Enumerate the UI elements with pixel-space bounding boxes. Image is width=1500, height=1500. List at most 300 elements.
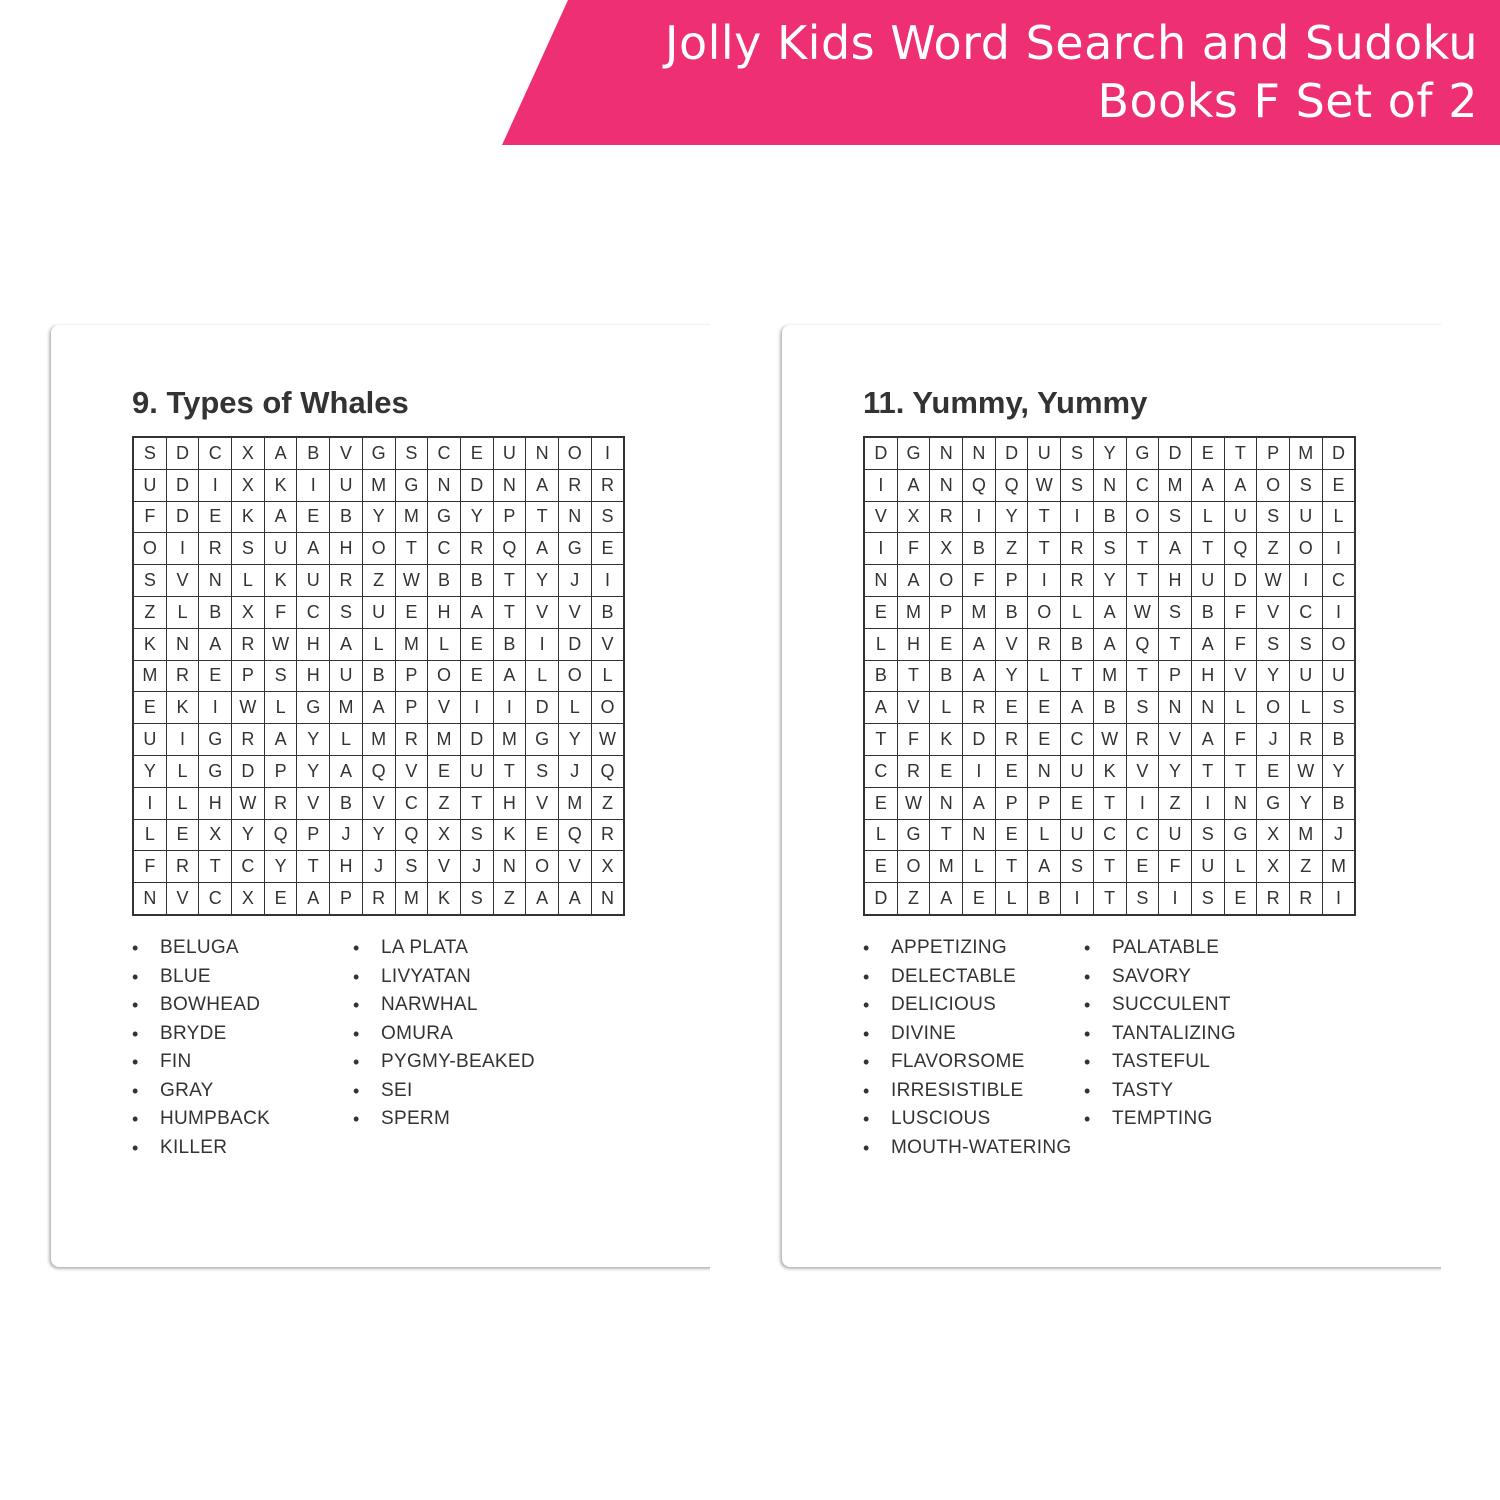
grid-cell: U: [1061, 819, 1094, 851]
grid-cell: E: [591, 533, 624, 565]
grid-cell: S: [1257, 501, 1290, 533]
grid-cell: R: [1061, 565, 1094, 597]
grid-cell: L: [1322, 501, 1355, 533]
grid-cell: A: [264, 501, 297, 533]
grid-row: [864, 469, 1355, 501]
word-list-column-1: [863, 937, 1071, 1165]
grid-cell: D: [526, 692, 559, 724]
grid-cell: I: [493, 692, 526, 724]
grid-cell: E: [1126, 851, 1159, 883]
grid-cell: B: [1322, 787, 1355, 819]
grid-cell: I: [199, 692, 232, 724]
grid-cell: X: [591, 851, 624, 883]
grid-cell: C: [199, 437, 232, 469]
grid-cell: S: [1159, 501, 1192, 533]
word-list-item: • LIVYATAN: [353, 966, 535, 995]
grid-cell: O: [897, 851, 930, 883]
grid-cell: R: [232, 628, 265, 660]
grid-cell: F: [897, 724, 930, 756]
grid-cell: N: [493, 469, 526, 501]
grid-cell: E: [995, 819, 1028, 851]
grid-cell: Z: [493, 883, 526, 915]
grid-cell: R: [558, 469, 591, 501]
grid-row: [133, 819, 624, 851]
grid-cell: G: [558, 533, 591, 565]
grid-cell: R: [930, 501, 963, 533]
grid-cell: W: [897, 787, 930, 819]
grid-cell: I: [1322, 533, 1355, 565]
grid-cell: N: [133, 883, 166, 915]
word-search-grid: [132, 436, 625, 916]
grid-cell: Y: [133, 755, 166, 787]
grid-cell: A: [558, 883, 591, 915]
grid-cell: N: [591, 883, 624, 915]
grid-cell: Y: [232, 819, 265, 851]
grid-cell: K: [493, 819, 526, 851]
grid-cell: D: [963, 724, 996, 756]
grid-cell: X: [1257, 851, 1290, 883]
grid-cell: Y: [1257, 660, 1290, 692]
grid-cell: D: [1322, 437, 1355, 469]
grid-cell: Z: [591, 787, 624, 819]
grid-cell: Y: [558, 724, 591, 756]
grid-cell: H: [297, 660, 330, 692]
grid-cell: P: [493, 501, 526, 533]
grid-cell: T: [1126, 660, 1159, 692]
grid-cell: F: [897, 533, 930, 565]
puzzle-title: 11. Yummy, Yummy: [863, 385, 1148, 420]
grid-cell: S: [330, 596, 363, 628]
grid-cell: U: [1289, 660, 1322, 692]
grid-cell: V: [526, 596, 559, 628]
grid-cell: R: [460, 533, 493, 565]
grid-cell: X: [1257, 819, 1290, 851]
grid-cell: B: [428, 565, 461, 597]
grid-cell: A: [526, 883, 559, 915]
grid-cell: K: [264, 469, 297, 501]
grid-cell: B: [1028, 883, 1061, 915]
grid-cell: U: [493, 437, 526, 469]
grid-cell: U: [1289, 501, 1322, 533]
grid-cell: B: [995, 596, 1028, 628]
grid-cell: L: [1191, 501, 1224, 533]
grid-cell: O: [1257, 469, 1290, 501]
grid-cell: E: [995, 692, 1028, 724]
grid-cell: W: [232, 787, 265, 819]
grid-cell: V: [558, 851, 591, 883]
grid-cell: Z: [897, 883, 930, 915]
grid-cell: M: [897, 596, 930, 628]
grid-cell: V: [1257, 596, 1290, 628]
word-list-item: • APPETIZING: [863, 937, 1071, 966]
grid-cell: E: [1224, 883, 1257, 915]
grid-cell: D: [166, 469, 199, 501]
grid-cell: I: [591, 565, 624, 597]
grid-cell: J: [330, 819, 363, 851]
grid-cell: O: [1126, 501, 1159, 533]
grid-cell: L: [1028, 660, 1061, 692]
grid-cell: A: [930, 883, 963, 915]
grid-cell: B: [1093, 692, 1126, 724]
grid-cell: V: [166, 565, 199, 597]
grid-cell: R: [166, 851, 199, 883]
grid-cell: T: [1028, 501, 1061, 533]
word-list-item: • LA PLATA: [353, 937, 535, 966]
word-list-item: • KILLER: [132, 1137, 270, 1166]
grid-cell: V: [1159, 724, 1192, 756]
grid-cell: L: [166, 596, 199, 628]
grid-cell: W: [395, 565, 428, 597]
grid-cell: E: [1191, 437, 1224, 469]
word-list-item: • LUSCIOUS: [863, 1108, 1071, 1137]
grid-cell: D: [558, 628, 591, 660]
grid-row: [133, 565, 624, 597]
grid-cell: C: [232, 851, 265, 883]
grid-cell: Y: [460, 501, 493, 533]
grid-cell: V: [558, 596, 591, 628]
grid-cell: Q: [362, 755, 395, 787]
grid-cell: Y: [995, 501, 1028, 533]
grid-cell: C: [1289, 596, 1322, 628]
grid-cell: G: [897, 437, 930, 469]
grid-cell: A: [526, 469, 559, 501]
grid-cell: F: [133, 501, 166, 533]
grid-cell: Z: [1257, 533, 1290, 565]
grid-cell: L: [362, 628, 395, 660]
grid-cell: M: [1093, 660, 1126, 692]
grid-cell: U: [264, 533, 297, 565]
grid-cell: P: [995, 787, 1028, 819]
grid-cell: G: [395, 469, 428, 501]
grid-cell: R: [1289, 724, 1322, 756]
grid-cell: I: [1126, 787, 1159, 819]
grid-cell: L: [133, 819, 166, 851]
grid-row: [133, 469, 624, 501]
grid-cell: S: [1126, 692, 1159, 724]
grid-cell: R: [1257, 883, 1290, 915]
grid-cell: H: [199, 787, 232, 819]
grid-cell: R: [232, 724, 265, 756]
grid-cell: D: [1224, 565, 1257, 597]
grid-cell: C: [864, 755, 897, 787]
grid-cell: Z: [428, 787, 461, 819]
grid-cell: E: [199, 660, 232, 692]
word-list-column-2: [353, 937, 535, 1137]
grid-row: [864, 437, 1355, 469]
grid-cell: P: [395, 692, 428, 724]
grid-cell: H: [1191, 660, 1224, 692]
grid-cell: N: [1224, 787, 1257, 819]
grid-cell: I: [864, 533, 897, 565]
grid-cell: E: [460, 660, 493, 692]
grid-row: [864, 628, 1355, 660]
grid-cell: I: [963, 755, 996, 787]
grid-cell: S: [460, 883, 493, 915]
grid-cell: L: [1224, 851, 1257, 883]
grid-cell: B: [330, 501, 363, 533]
word-list-column-2: [1084, 937, 1236, 1137]
grid-cell: S: [460, 819, 493, 851]
grid-cell: Z: [133, 596, 166, 628]
word-list-item: • IRRESISTIBLE: [863, 1080, 1071, 1109]
grid-cell: V: [591, 628, 624, 660]
grid-cell: O: [930, 565, 963, 597]
grid-cell: D: [166, 437, 199, 469]
grid-cell: T: [493, 596, 526, 628]
grid-cell: R: [995, 724, 1028, 756]
grid-cell: P: [1257, 437, 1290, 469]
grid-cell: R: [1289, 883, 1322, 915]
grid-cell: Q: [995, 469, 1028, 501]
grid-cell: N: [963, 819, 996, 851]
grid-cell: T: [297, 851, 330, 883]
grid-cell: D: [232, 755, 265, 787]
grid-cell: W: [232, 692, 265, 724]
grid-cell: T: [1028, 533, 1061, 565]
grid-cell: Q: [1224, 533, 1257, 565]
grid-cell: R: [330, 565, 363, 597]
grid-cell: U: [133, 469, 166, 501]
grid-cell: I: [1061, 883, 1094, 915]
grid-cell: Z: [362, 565, 395, 597]
word-list-item: • NARWHAL: [353, 994, 535, 1023]
grid-cell: Q: [963, 469, 996, 501]
grid-cell: F: [133, 851, 166, 883]
grid-cell: U: [133, 724, 166, 756]
word-list-item: • GRAY: [132, 1080, 270, 1109]
grid-cell: C: [428, 437, 461, 469]
grid-cell: P: [395, 660, 428, 692]
grid-cell: E: [995, 755, 1028, 787]
grid-cell: N: [526, 437, 559, 469]
grid-cell: L: [1224, 692, 1257, 724]
grid-cell: W: [1126, 596, 1159, 628]
grid-cell: R: [199, 533, 232, 565]
grid-cell: S: [1061, 437, 1094, 469]
grid-cell: S: [133, 565, 166, 597]
grid-row: [864, 692, 1355, 724]
grid-cell: L: [864, 628, 897, 660]
grid-cell: T: [493, 755, 526, 787]
grid-cell: L: [1289, 692, 1322, 724]
grid-row: [133, 883, 624, 915]
grid-cell: U: [1191, 565, 1224, 597]
grid-cell: H: [297, 628, 330, 660]
grid-cell: B: [963, 533, 996, 565]
grid-cell: G: [362, 437, 395, 469]
grid-cell: B: [1191, 596, 1224, 628]
grid-cell: A: [963, 628, 996, 660]
grid-cell: K: [264, 565, 297, 597]
grid-cell: R: [591, 469, 624, 501]
grid-cell: F: [1159, 851, 1192, 883]
grid-row: [864, 819, 1355, 851]
grid-cell: I: [1289, 565, 1322, 597]
grid-cell: S: [133, 437, 166, 469]
word-list-item: • TEMPTING: [1084, 1108, 1236, 1137]
grid-cell: T: [864, 724, 897, 756]
grid-cell: C: [395, 787, 428, 819]
grid-cell: D: [460, 469, 493, 501]
word-list-item: • TASTY: [1084, 1080, 1236, 1109]
grid-cell: P: [330, 883, 363, 915]
grid-cell: B: [493, 628, 526, 660]
grid-cell: T: [526, 501, 559, 533]
grid-cell: V: [395, 755, 428, 787]
grid-cell: Q: [591, 755, 624, 787]
grid-cell: Y: [264, 851, 297, 883]
banner-title: [665, 14, 1478, 130]
grid-cell: I: [1191, 787, 1224, 819]
grid-cell: R: [963, 692, 996, 724]
grid-cell: E: [297, 501, 330, 533]
grid-row: [864, 660, 1355, 692]
grid-cell: J: [362, 851, 395, 883]
grid-cell: L: [330, 724, 363, 756]
grid-cell: T: [1224, 437, 1257, 469]
grid-cell: T: [1159, 628, 1192, 660]
word-list-item: • FIN: [132, 1051, 270, 1080]
word-list-item: • DELECTABLE: [863, 966, 1071, 995]
grid-cell: O: [558, 660, 591, 692]
grid-cell: D: [166, 501, 199, 533]
grid-cell: O: [558, 437, 591, 469]
grid-cell: I: [1159, 883, 1192, 915]
grid-cell: M: [362, 469, 395, 501]
grid-cell: R: [1126, 724, 1159, 756]
grid-cell: A: [1224, 469, 1257, 501]
grid-cell: A: [493, 660, 526, 692]
grid-cell: E: [199, 501, 232, 533]
grid-cell: N: [1191, 692, 1224, 724]
word-list-item: • TASTEFUL: [1084, 1051, 1236, 1080]
grid-cell: T: [930, 819, 963, 851]
word-list-column-1: [132, 937, 270, 1165]
puzzle-page-yummy: [782, 325, 1447, 1267]
grid-cell: J: [558, 565, 591, 597]
grid-cell: P: [232, 660, 265, 692]
grid-row: [864, 755, 1355, 787]
grid-cell: Z: [1159, 787, 1192, 819]
grid-cell: F: [1224, 724, 1257, 756]
grid-cell: S: [1191, 883, 1224, 915]
grid-cell: I: [963, 501, 996, 533]
grid-cell: Y: [1159, 755, 1192, 787]
grid-cell: E: [460, 437, 493, 469]
grid-cell: I: [1061, 501, 1094, 533]
grid-cell: A: [1093, 628, 1126, 660]
grid-cell: A: [963, 660, 996, 692]
grid-cell: N: [493, 851, 526, 883]
grid-cell: S: [395, 437, 428, 469]
grid-row: [133, 660, 624, 692]
grid-cell: B: [330, 787, 363, 819]
grid-cell: O: [526, 851, 559, 883]
grid-cell: W: [1257, 565, 1290, 597]
grid-cell: Y: [1322, 755, 1355, 787]
grid-cell: I: [864, 469, 897, 501]
word-search-grid: [863, 436, 1356, 916]
grid-cell: A: [297, 533, 330, 565]
grid-cell: O: [1322, 628, 1355, 660]
grid-cell: T: [1093, 851, 1126, 883]
grid-cell: S: [526, 755, 559, 787]
grid-cell: N: [930, 787, 963, 819]
grid-cell: U: [330, 660, 363, 692]
grid-cell: E: [133, 692, 166, 724]
grid-cell: I: [526, 628, 559, 660]
grid-cell: L: [591, 660, 624, 692]
grid-cell: J: [1257, 724, 1290, 756]
word-list-item: • OMURA: [353, 1023, 535, 1052]
grid-cell: C: [1126, 819, 1159, 851]
grid-cell: L: [1028, 819, 1061, 851]
grid-cell: B: [1061, 628, 1094, 660]
grid-cell: L: [166, 787, 199, 819]
grid-cell: S: [1289, 628, 1322, 660]
grid-cell: E: [1322, 469, 1355, 501]
grid-cell: B: [930, 660, 963, 692]
grid-cell: Y: [1093, 437, 1126, 469]
grid-cell: G: [199, 724, 232, 756]
word-list-item: • SUCCULENT: [1084, 994, 1236, 1023]
grid-cell: W: [1028, 469, 1061, 501]
grid-cell: L: [166, 755, 199, 787]
grid-cell: I: [1322, 596, 1355, 628]
grid-cell: J: [558, 755, 591, 787]
grid-cell: S: [264, 660, 297, 692]
grid-cell: N: [199, 565, 232, 597]
grid-row: [864, 596, 1355, 628]
grid-cell: Z: [1289, 851, 1322, 883]
grid-cell: P: [930, 596, 963, 628]
grid-cell: Y: [362, 501, 395, 533]
grid-cell: M: [133, 660, 166, 692]
grid-cell: H: [330, 851, 363, 883]
grid-cell: A: [1093, 596, 1126, 628]
grid-cell: X: [232, 883, 265, 915]
word-list-item: • BELUGA: [132, 937, 270, 966]
grid-cell: K: [232, 501, 265, 533]
grid-cell: N: [864, 565, 897, 597]
grid-row: [864, 787, 1355, 819]
grid-cell: F: [1224, 596, 1257, 628]
grid-cell: T: [1126, 533, 1159, 565]
grid-cell: E: [1028, 724, 1061, 756]
grid-cell: A: [864, 692, 897, 724]
grid-cell: G: [526, 724, 559, 756]
grid-cell: O: [133, 533, 166, 565]
grid-cell: Y: [297, 724, 330, 756]
grid-cell: S: [1289, 469, 1322, 501]
grid-cell: G: [897, 819, 930, 851]
grid-cell: I: [460, 692, 493, 724]
grid-cell: E: [166, 819, 199, 851]
grid-cell: X: [232, 469, 265, 501]
grid-cell: W: [1093, 724, 1126, 756]
word-list-item: • BLUE: [132, 966, 270, 995]
grid-cell: F: [264, 596, 297, 628]
grid-cell: V: [428, 851, 461, 883]
grid-cell: E: [264, 883, 297, 915]
grid-cell: Q: [493, 533, 526, 565]
grid-cell: L: [526, 660, 559, 692]
grid-row: [864, 565, 1355, 597]
grid-cell: A: [460, 596, 493, 628]
grid-cell: I: [591, 437, 624, 469]
grid-cell: V: [362, 787, 395, 819]
grid-cell: Z: [995, 533, 1028, 565]
